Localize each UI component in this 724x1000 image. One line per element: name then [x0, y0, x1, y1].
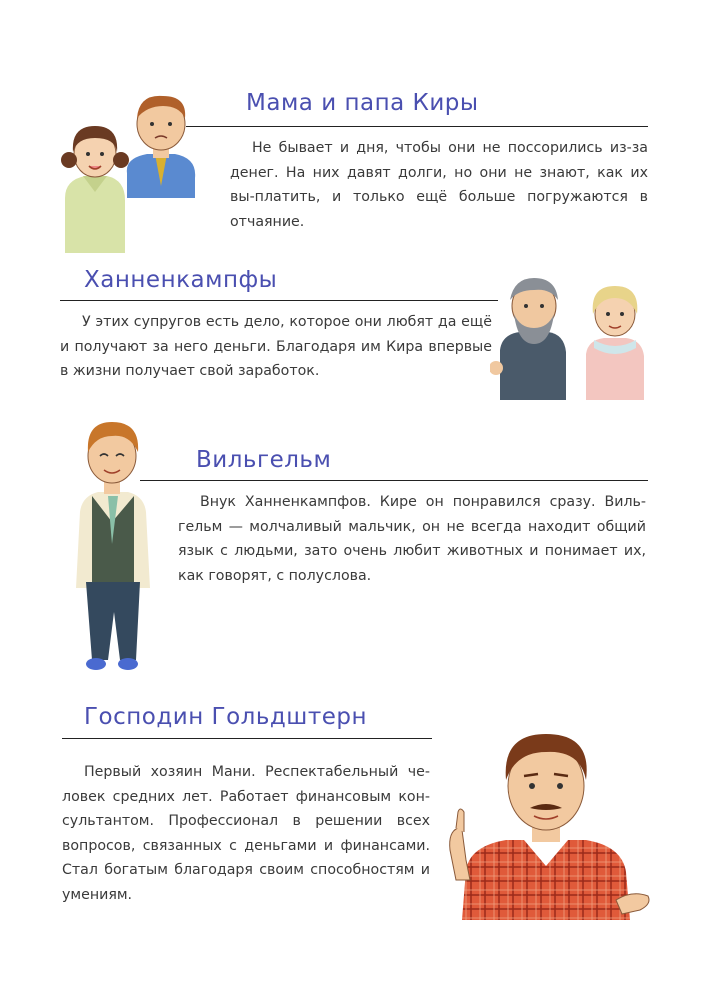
hannenkampfs-illustration: [490, 270, 650, 400]
section-title-wilhelm: Вильгельм: [196, 447, 332, 473]
wilhelm-illustration: [62, 412, 162, 677]
section-title-kiras-parents: Мама и папа Киры: [246, 90, 479, 116]
title-rule-kiras-parents: [186, 126, 648, 127]
section-text-hannenkampfs: У этих супругов есть дело, которое они любят да ещё и получают за него деньги. Благодаря им Кира впервые в жизни получает свой заработок.: [60, 314, 492, 379]
father-figure: [127, 96, 195, 198]
section-text-wilhelm: Внук Ханненкампфов. Кире он понравился сразу. Виль-гельм — молчаливый мальчик, он не всегда находит общий язык с людьми, зато очень любит животных и понимает их, как говорят, с полуслова.: [178, 494, 646, 584]
title-rule-goldstern: [62, 738, 432, 739]
section-title-hannenkampfs: Ханненкампфы: [84, 267, 278, 293]
section-text-kiras-parents: Не бывает и дня, чтобы они не поссорились из-за денег. На них давят долги, но они не знают, как их вы-платить, и только ещё больше погружаются в отчаяние.: [230, 140, 648, 230]
goldstern-figure: [450, 734, 649, 920]
title-rule-wilhelm: [140, 480, 648, 481]
old-woman-figure: [586, 286, 644, 400]
kiras-parents-illustration: [55, 88, 205, 253]
section-text-goldstern: Первый хозяин Мани. Респектабельный че-ловек средних лет. Работает финансовым кон-сультантом. Профессионал в решении всех вопросов, связанных с деньгами и финансами. Стал богатым благодаря своим способностям и умениям.: [62, 764, 430, 903]
title-rule-hannenkampfs: [60, 300, 498, 301]
goldstern-illustration: [436, 720, 656, 920]
wilhelm-figure: [76, 422, 150, 670]
mother-figure: [61, 126, 129, 253]
section-title-goldstern: Господин Гольдштерн: [84, 704, 368, 730]
old-man-figure: [490, 278, 566, 400]
